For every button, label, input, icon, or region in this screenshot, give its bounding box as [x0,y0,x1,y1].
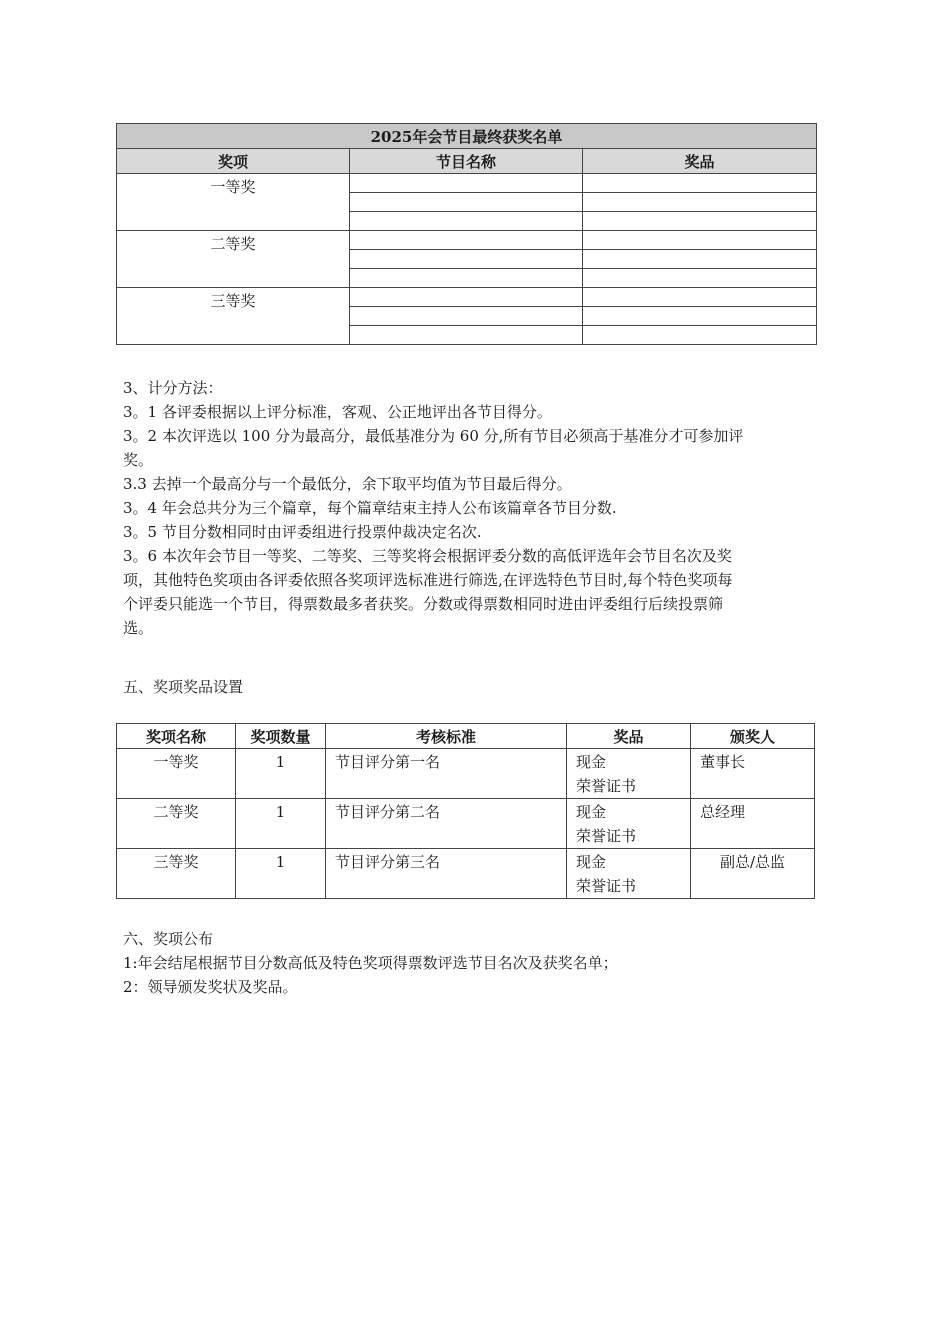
award-cell-first: 一等奖 [117,174,350,231]
winners-title-row [117,124,817,149]
prize-presenter: 副总/总监 [691,849,815,899]
prize-cell [583,250,817,269]
prize-cell [583,269,817,288]
prizes-header-count: 奖项数量 [236,724,326,749]
prize-count: 1 [236,799,326,849]
scoring-line: 项，其他特色奖项由各评委依照各奖项评选标准进行筛选,在评选特色节目时,每个特色奖项每 [123,571,733,589]
prize-criteria: 节目评分第三名 [326,849,567,899]
prize-item: 现金 [576,853,607,871]
program-cell [350,269,583,288]
scoring-line: 奖。 [123,451,154,469]
table-row [117,231,817,250]
prize-cell [583,231,817,250]
scoring-section [123,376,818,640]
prizes-table [116,723,815,899]
section6-line: 1:年会结尾根据节目分数高低及特色奖项得票数评选节目名次及获奖名单； [123,954,618,972]
table-row [117,749,815,799]
winners-header-award: 奖项 [117,149,350,174]
program-cell [350,212,583,231]
scoring-line: 3。5 节目分数相同时由评委组进行投票仲裁决定名次. [123,523,482,541]
award-cell-second: 二等奖 [117,231,350,288]
scoring-line: 3。4 年会总共分为三个篇章，每个篇章结束主持人公布该篇章各节目分数. [123,499,617,517]
section6-heading: 六、奖项公布 [123,930,214,948]
winners-table-title: 2025年会节目最终获奖名单 [117,124,817,149]
program-cell [350,174,583,193]
scoring-line: 选。 [123,619,154,637]
prize-name: 一等奖 [117,749,236,799]
prizes-header-name: 奖项名称 [117,724,236,749]
prize-cell [583,326,817,345]
scoring-line: 3。2 本次评选以 100 分为最高分，最低基准分为 60 分,所有节目必须高于基准分才可参加评 [123,427,744,445]
prize-count: 1 [236,849,326,899]
section5-heading: 五、奖项奖品设置 [123,678,244,696]
prizes-header-row [117,724,815,749]
program-cell [350,250,583,269]
prize-name: 二等奖 [117,799,236,849]
table-row [117,174,817,193]
prize-presenter: 总经理 [691,799,815,849]
scoring-line: 个评委只能选一个节目，得票数最多者获奖。分数或得票数相同时进由评委组行后续投票筛 [123,595,724,613]
table-row [117,849,815,899]
prize-criteria: 节目评分第二名 [326,799,567,849]
prize-cell [583,174,817,193]
section5 [123,675,818,699]
prize-item: 现金 [576,753,607,771]
prize-cell [583,193,817,212]
prize-cell [583,212,817,231]
program-cell [350,193,583,212]
prizes-header-criteria: 考核标准 [326,724,567,749]
prize-items [567,849,691,899]
prize-item: 荣誉证书 [576,777,637,795]
winners-table [116,123,817,345]
scoring-line: 3。1 各评委根据以上评分标准，客观、公正地评出各节目得分。 [123,403,552,421]
prize-items [567,749,691,799]
table-row [117,288,817,307]
prize-count: 1 [236,749,326,799]
scoring-heading: 3、计分方法： [123,379,223,397]
prizes-header-prize: 奖品 [567,724,691,749]
section6-line: 2：领导颁发奖状及奖品。 [123,978,298,996]
award-cell-third: 三等奖 [117,288,350,345]
winners-header-row [117,149,817,174]
winners-header-prize: 奖品 [583,149,817,174]
prize-item: 荣誉证书 [576,827,637,845]
prizes-header-presenter: 颁奖人 [691,724,815,749]
prize-items [567,799,691,849]
prize-presenter: 董事长 [691,749,815,799]
program-cell [350,326,583,345]
prize-criteria: 节目评分第一名 [326,749,567,799]
program-cell [350,288,583,307]
scoring-line: 3。6 本次年会节目一等奖、二等奖、三等奖将会根据评委分数的高低评选年会节目名次及奖 [123,547,732,565]
program-cell [350,307,583,326]
program-cell [350,231,583,250]
prize-cell [583,288,817,307]
table-row [117,799,815,849]
winners-header-program: 节目名称 [350,149,583,174]
prize-name: 三等奖 [117,849,236,899]
prize-cell [583,307,817,326]
prize-item: 荣誉证书 [576,877,637,895]
scoring-line: 3.3 去掉一个最高分与一个最低分，余下取平均值为节目最后得分。 [123,475,572,493]
section6 [123,927,818,999]
prize-item: 现金 [576,803,607,821]
